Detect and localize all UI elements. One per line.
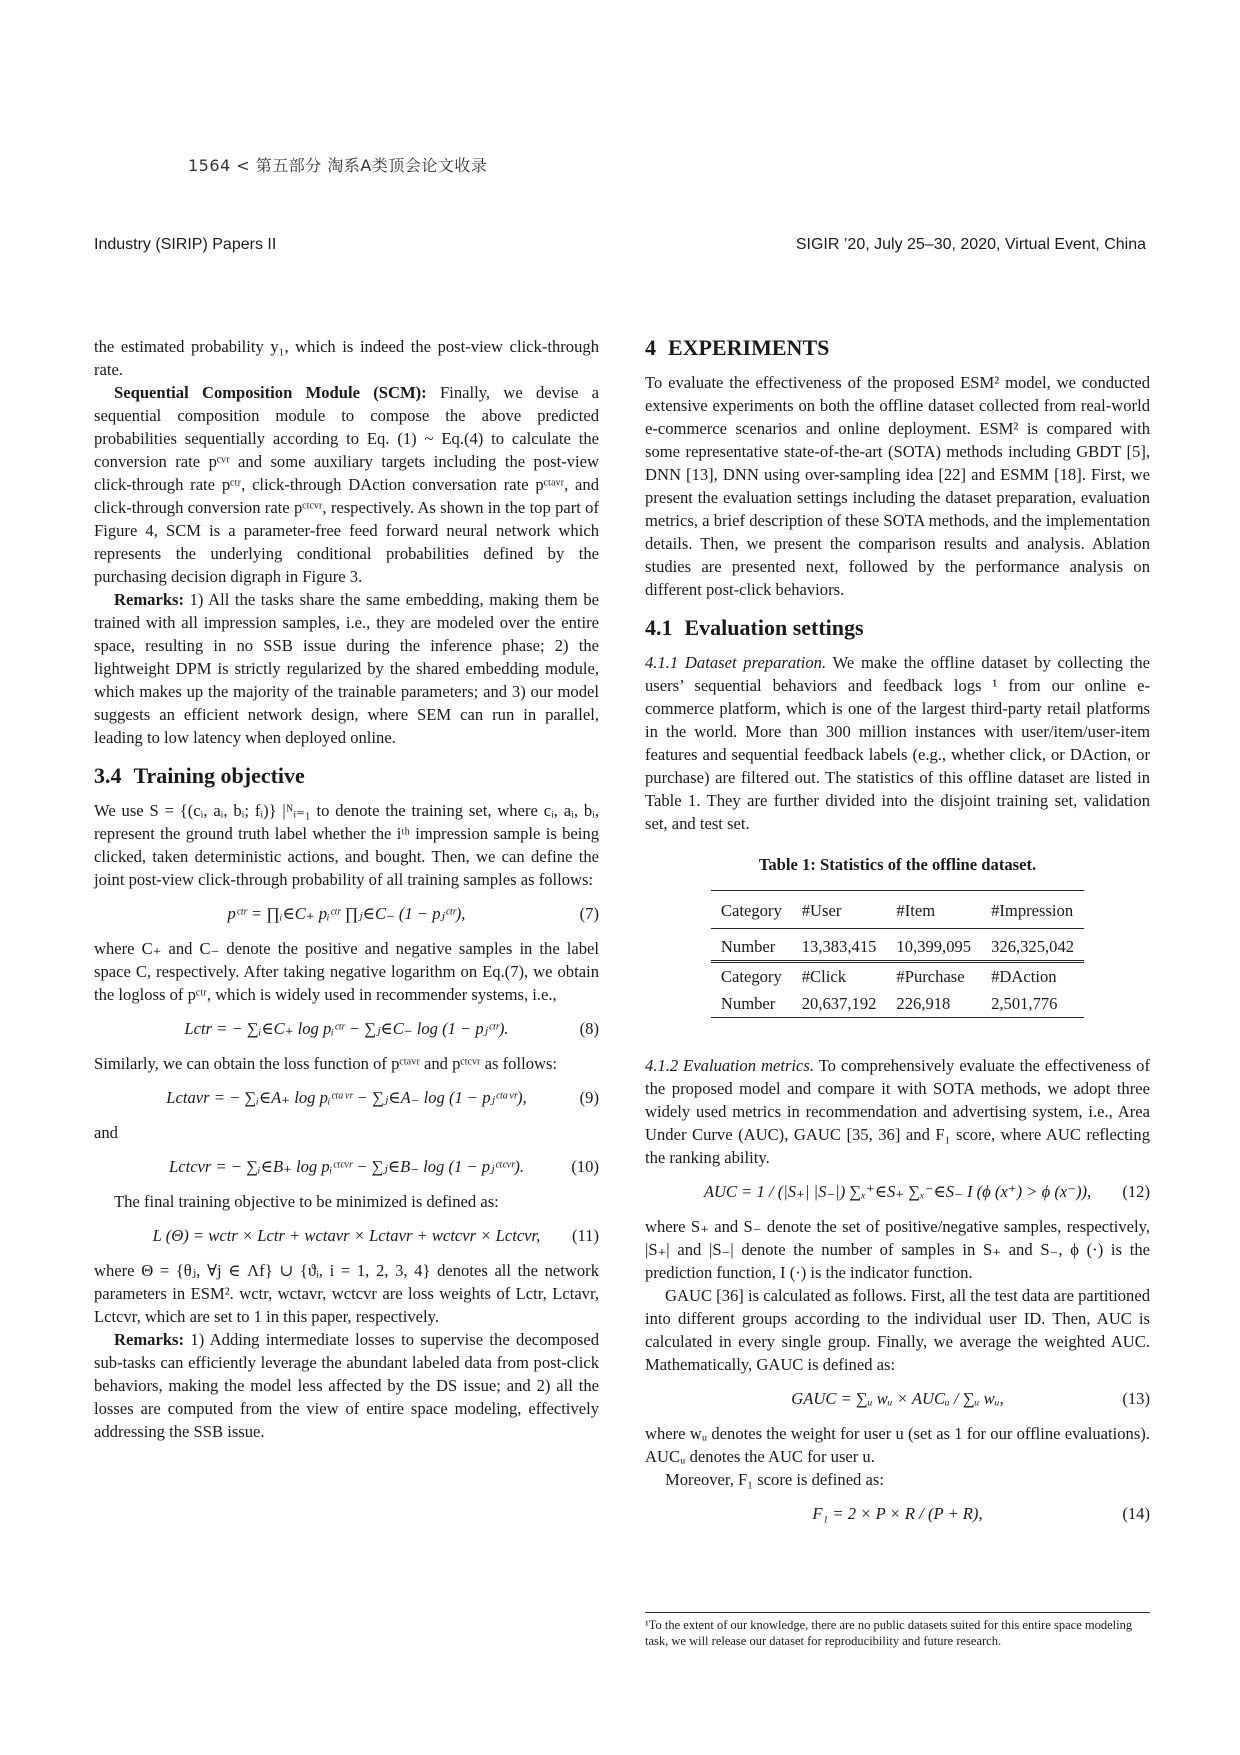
table-cell: Category [711, 891, 792, 929]
paragraph: the estimated probability y₁, which is indeed the post-view click-through rate. [94, 337, 599, 379]
table-caption: Table 1: Statistics of the offline dataset. [758, 855, 1037, 874]
equation-body: F₁ = 2 × P × R / (P + R), [812, 1504, 983, 1523]
paragraph: Moreover, F₁ score is defined as: [665, 1470, 884, 1489]
equation [645, 1179, 1150, 1205]
equation-body: L (Θ) = wctr × Lctr + wctavr × Lctavr + wctcvr × Lctcvr, [152, 1226, 541, 1245]
table-cell: 13,383,415 [792, 929, 887, 962]
table-cell: 20,637,192 [792, 990, 887, 1018]
paragraph-text: 1) Adding intermediate losses to supervise the decomposed sub-tasks can efficiently leverage the abundant labeled data from post-click behaviors, making the model less affected by the DS issue; and 2) all the losses are computed from the view of entire space modeling, effectively addressing the SSB issue. [94, 1330, 599, 1441]
paragraph: We use S = {(cᵢ, aᵢ, bᵢ; fᵢ)} |ᴺᵢ₌₁ to denote the training set, where cᵢ, aᵢ, bᵢ, represent the ground truth label whether the iᵗʰ impression sample is being clicked, taken deterministic actions, and bought. Then, we can define the joint post-view click-through probability of all training samples as follows: [94, 801, 599, 889]
table-row [711, 929, 1084, 962]
equation-body: AUC = 1 / (|S₊| |S₋|) ∑ₓ⁺∈S₊ ∑ₓ⁻∈S₋ I (ϕ (x⁺) > ϕ (x⁻)), [703, 1182, 1092, 1201]
equation-body: GAUC = ∑ᵤ wᵤ × AUCᵤ / ∑ᵤ wᵤ, [791, 1389, 1004, 1408]
section-heading [94, 763, 599, 789]
table-cell: 2,501,776 [981, 990, 1084, 1018]
table-cell: Number [711, 990, 792, 1018]
subsubsection-heading: 4.1.2 Evaluation metrics. [645, 1056, 814, 1075]
table-cell: 226,918 [886, 990, 981, 1018]
section-number: 3.4 [94, 763, 122, 788]
equation [94, 1223, 599, 1249]
table-cell: #Impression [981, 891, 1084, 929]
running-header-left: Industry (SIRIP) Papers II [94, 236, 277, 253]
paragraph: where wᵤ denotes the weight for user u (set as 1 for our offline evaluations). AUCᵤ denotes the AUC for user u. [645, 1424, 1150, 1466]
run-in-heading: Sequential Composition Module (SCM): [114, 383, 427, 402]
table-row [711, 891, 1084, 929]
footnote: ¹To the extent of our knowledge, there are no public datasets suited for this entire space modeling task, we will release our dataset for reproducibility and future research. [645, 1612, 1150, 1649]
table-cell: 10,399,095 [886, 929, 981, 962]
table-cell: #Purchase [896, 967, 965, 986]
paragraph: The final training objective to be minimized is defined as: [114, 1192, 499, 1211]
equation-number: (9) [579, 1088, 599, 1107]
paragraph: where Θ = {θⱼ, ∀j ∈ Λf} ∪ {ϑᵢ, i = 1, 2, 3, 4} denotes all the network parameters in ESM². wctr, wctavr, wctcvr are loss weights of Lctr, Lctavr, Lctcvr, which are set to 1 in this paper, respectively. [94, 1261, 599, 1326]
statistics-table [711, 890, 1084, 1018]
table-cell: #Click [801, 967, 846, 986]
paragraph [94, 1328, 599, 1443]
table-cell: Category [720, 967, 782, 986]
book-header: 1564 < 第五部分 淘系A类顶会论文收录 [188, 156, 488, 175]
section-title: EXPERIMENTS [668, 335, 830, 360]
paragraph [94, 588, 599, 749]
equation-number: (7) [579, 904, 599, 923]
paragraph: GAUC [36] is calculated as follows. First, all the test data are partitioned into different groups according to the individual user ID. Then, AUC is calculated in every single group. Finally, we average the weighted AUC. Mathematically, GAUC is defined as: [645, 1286, 1150, 1374]
paragraph: and [94, 1123, 118, 1142]
equation [645, 1386, 1150, 1412]
equation [94, 1154, 599, 1180]
equation-body: Lctcvr = − ∑ᵢ∈B₊ log pᵢᶜᵗᶜᵛʳ − ∑ⱼ∈B₋ log (1 − pⱼᶜᵗᶜᵛʳ). [168, 1157, 524, 1176]
running-header-right: SIGIR ’20, July 25–30, 2020, Virtual Event, China [795, 236, 1146, 253]
paragraph: To evaluate the effectiveness of the proposed ESM² model, we conducted extensive experiments on both the offline dataset collected from real-world e-commerce scenarios and online deployment. ESM² is compared with some representative state-of-the-art (SOTA) methods including GBDT [5], DNN [13], DNN using over-sampling idea [22] and ESMM [18]. First, we present the evaluation settings including the dataset preparation, evaluation metrics, a brief description of these SOTA methods, and the implementation details. Then, we present the comparison results and analysis. Ablation studies are presented next, followed by the performance analysis on different post-click behaviors. [645, 373, 1150, 599]
table-cell: #User [792, 891, 887, 929]
equation-body: Lctr = − ∑ᵢ∈C₊ log pᵢᶜᵗʳ − ∑ⱼ∈C₋ log (1 − pⱼᶜᵗʳ). [184, 1019, 509, 1038]
paragraph [645, 1054, 1150, 1169]
equation [94, 1085, 599, 1111]
equation [94, 1016, 599, 1042]
paragraph-text: To comprehensively evaluate the effectiveness of the proposed model and compare it with SOTA methods, we adopt three widely used metrics in recommendation and advertising system, i.e., Area Under Curve (AUC), GAUC [35, 36] and F₁ score, where AUC reflecting the ranking ability. [645, 1056, 1150, 1167]
paragraph [94, 381, 599, 588]
run-in-heading: Remarks: [114, 1330, 185, 1349]
right-column [645, 335, 1150, 1537]
equation-number: (14) [1122, 1504, 1150, 1523]
table-cell: 326,325,042 [981, 929, 1084, 962]
section-number: 4 [645, 335, 656, 360]
paragraph: Similarly, we can obtain the loss function of pᶜᵗᵃᵛʳ and pᶜᵗᶜᵛʳ as follows: [94, 1054, 558, 1073]
equation [94, 901, 599, 927]
section-heading [645, 615, 1150, 641]
section-title: Evaluation settings [684, 615, 864, 640]
table-cell: #Item [886, 891, 981, 929]
section-title: Training objective [133, 763, 305, 788]
paragraph-text: We make the offline dataset by collecting the users’ sequential behaviors and feedback logs ¹ from our online e-commerce platform, which is one of the largest third-party retail platforms in the world. More than 300 million instances with user/item/user-item features and sequential feedback labels (e.g., whether click, or DAction, or purchase) are filtered out. The statistics of this offline dataset are listed in Table 1. They are further divided into the disjoint training set, validation set, and test set. [645, 653, 1150, 833]
equation-number: (11) [571, 1226, 599, 1245]
run-in-heading: Remarks: [114, 590, 185, 609]
paragraph: where C₊ and C₋ denote the positive and negative samples in the label space C, respectively. After taking negative logarithm on Eq.(7), we obtain the logloss of pᶜᵗʳ, which is widely used in recommender systems, i.e., [94, 939, 599, 1004]
subsubsection-heading: 4.1.1 Dataset preparation. [645, 653, 827, 672]
left-column [94, 335, 599, 1443]
paragraph-text: Finally, we devise a sequential composition module to compose the above predicted probabilities sequentially according to Eq. (1) ~ Eq.(4) to calculate the conversion rate pᶜᵛʳ and some auxiliary targets including the post-view click-through rate pᶜᵗʳ, click-through DAction conversation rate pᶜᵗᵃᵛʳ, and click-through conversion rate pᶜᵗᶜᵛʳ, respectively. As shown in the top part of Figure 4, SCM is a parameter-free feed forward neural network which represents the underlying conditional probabilities defined by the purchasing decision digraph in Figure 3. [94, 383, 599, 586]
equation-body: Lctavr = − ∑ᵢ∈A₊ log pᵢᶜᵗᵃᵛʳ − ∑ⱼ∈A₋ log (1 − pⱼᶜᵗᵃᵛʳ), [166, 1088, 527, 1107]
section-heading [645, 335, 1150, 361]
equation-number: (12) [1122, 1182, 1150, 1201]
table-cell: Number [711, 929, 792, 962]
equation-body: pᶜᵗʳ = ∏ᵢ∈C₊ pᵢᶜᵗʳ ∏ⱼ∈C₋ (1 − pⱼᶜᵗʳ), [227, 904, 466, 923]
paragraph: where S₊ and S₋ denote the set of positive/negative samples, respectively, |S₊| and |S₋| denote the number of samples in S₊ and S₋, ϕ (·) is the prediction function, I (·) is the indicator function. [645, 1217, 1150, 1282]
section-number: 4.1 [645, 615, 673, 640]
equation-number: (13) [1122, 1389, 1150, 1408]
table-row [711, 962, 1084, 991]
paragraph [645, 651, 1150, 835]
equation-number: (8) [579, 1019, 599, 1038]
equation-number: (10) [571, 1157, 599, 1176]
paragraph-text: 1) All the tasks share the same embedding, making them be trained with all impression samples, i.e., they are modeled over the entire space, resulting in no SSB issue during the inference phase; 2) the lightweight DPM is strictly regularized by the shared embedding module, which makes up the majority of the trainable parameters; and 3) our model suggests an efficient network design, where SEM can run in parallel, leading to low latency when deployed online. [94, 590, 599, 747]
table-cell: #DAction [991, 967, 1057, 986]
equation [645, 1501, 1150, 1527]
table-row [711, 990, 1084, 1018]
